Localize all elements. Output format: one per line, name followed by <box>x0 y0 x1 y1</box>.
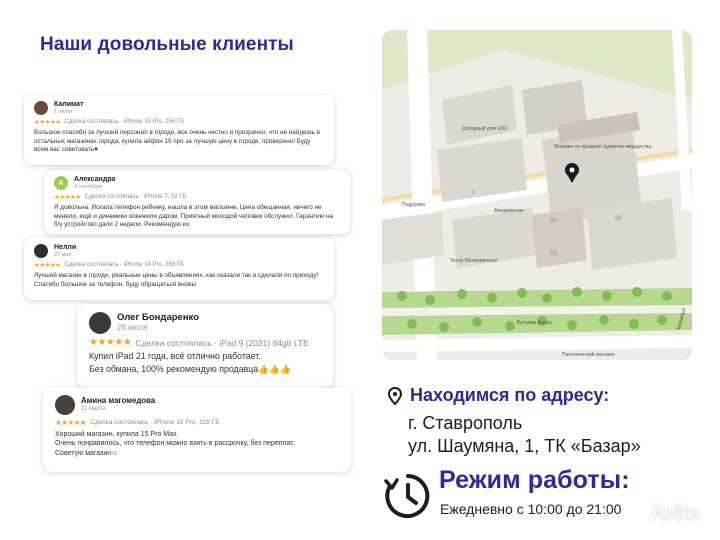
map-label-kazachya: Казачья <box>676 307 688 331</box>
review-card-3 <box>24 238 334 300</box>
deal-info: Сделка состоялась · iPad 9 (2021) 64gb LTE <box>135 337 309 348</box>
address-city: г. Ставрополь <box>408 413 523 433</box>
review-text: Хороший магазин, купила 15 Pro Max. <box>55 431 179 438</box>
map-label-podruzhka: Подружка <box>402 202 425 208</box>
map-label-dom: Доходный дом ХОХ <box>462 126 508 132</box>
reviewer-name: Амина магомедова <box>81 396 156 406</box>
map-label-bus-stop: Бульвар Карла <box>517 320 552 326</box>
map-number: 53 <box>615 216 622 222</box>
review-card-5 <box>43 388 351 472</box>
review-date: 4 сентября <box>74 183 103 190</box>
review-text: Без обмана, 100% рекомендую продавца👍👍👍 <box>89 363 292 374</box>
address-street: ул. Шаумяна, 1, ТК «Базар» <box>408 436 641 456</box>
review-card-4 <box>77 304 333 388</box>
avatar: А <box>54 176 68 190</box>
map-label-filarmoniya: Филармония <box>494 208 524 214</box>
review-date: 1 июня <box>54 108 72 115</box>
map-label-bottom: Пиотнический магазин <box>562 352 615 358</box>
star-rating-icon: ★★★★★ <box>89 337 132 348</box>
reviewer-name: Калимат <box>54 101 84 109</box>
map-canvas <box>382 30 692 360</box>
avatar <box>34 244 48 258</box>
star-rating-icon: ★★★★★ <box>34 262 61 269</box>
deal-info: Сделка состоялась · iPhone 15 Pro, 128 ГБ <box>90 419 220 426</box>
star-rating-icon: ★★★★★ <box>54 194 81 201</box>
review-text: Купил iPad 21 года, всё отлично работает. <box>89 351 261 361</box>
review-text: Очень понравилось, что телефон можно взять в рассрочку, без переплат. <box>55 440 295 448</box>
map-number: 1 <box>472 190 476 196</box>
review-text: Лучший магазин в городе, реальные цены в объявлениях, как сказали так и сделали по приходу! Спасибо большое за телефон, буду обращаться вновь! <box>34 272 319 288</box>
watermark-text: Avito <box>650 502 700 525</box>
location-pin-icon <box>388 387 402 405</box>
map-number: 51 <box>550 218 557 224</box>
map-number: 53 <box>550 251 557 257</box>
map-view[interactable] <box>382 30 692 360</box>
avito-logo-icon <box>630 506 648 522</box>
deal-info: Сделка состоялась · iPhone 14 Pro, 256 ГБ <box>64 262 185 268</box>
review-date: 11 марта <box>81 405 106 412</box>
address-title: Находимся по адресу: <box>410 385 610 405</box>
map-label-teatr: Театр Мелиевинных <box>450 258 498 264</box>
avito-watermark <box>630 502 699 526</box>
map-label-store: Магазин по продаже гаджетов имущества <box>554 144 652 150</box>
review-text: Большое спасибо за лучший персонал в городе, все очень честно и прозрачно, что не найдешь в остальных магазинах города, купила айфон 15 про за лучшую цену в городе, проверено! Буду всем вас советовать♥ <box>34 129 320 153</box>
review-date: 26 июля <box>117 322 148 332</box>
avatar <box>89 312 111 334</box>
deal-info: Сделка состоялась · iPhone 7, 32 ГБ <box>84 194 187 200</box>
star-rating-icon: ★★★★★ <box>34 119 61 126</box>
deal-info: Сделка состоялась · iPhone 15 Pro, 256 ГБ <box>64 119 185 125</box>
hours-title: Режим работы: <box>439 466 630 494</box>
review-text: Я довольна. Искала телефон ребенку, нашла в этом магазине. Цена обещанная, ничего не меняли, ещё и динамики освежили даром. Приятный молодой человек обслужил. Гарантию на б/у устройство дали 2 недели. Рекомендую их <box>54 204 334 228</box>
review-card-2 <box>44 170 350 234</box>
hours-text: Ежедневно с 10:00 до 21:00 <box>440 501 622 517</box>
avatar <box>55 395 75 415</box>
reviewer-name: Александра <box>74 176 116 184</box>
review-date: 27 мая <box>54 251 72 258</box>
page-title: Наши довольные клиенты <box>40 34 294 55</box>
review-card-1 <box>24 95 334 165</box>
review-text: Советую магазин☺ <box>55 449 119 457</box>
reviewer-name: Олег Бондаренко <box>117 312 199 324</box>
avatar <box>34 101 48 115</box>
star-rating-icon: ★★★★★ <box>55 418 87 427</box>
clock-icon <box>384 472 432 520</box>
reviewer-name: Нелли <box>54 244 77 252</box>
